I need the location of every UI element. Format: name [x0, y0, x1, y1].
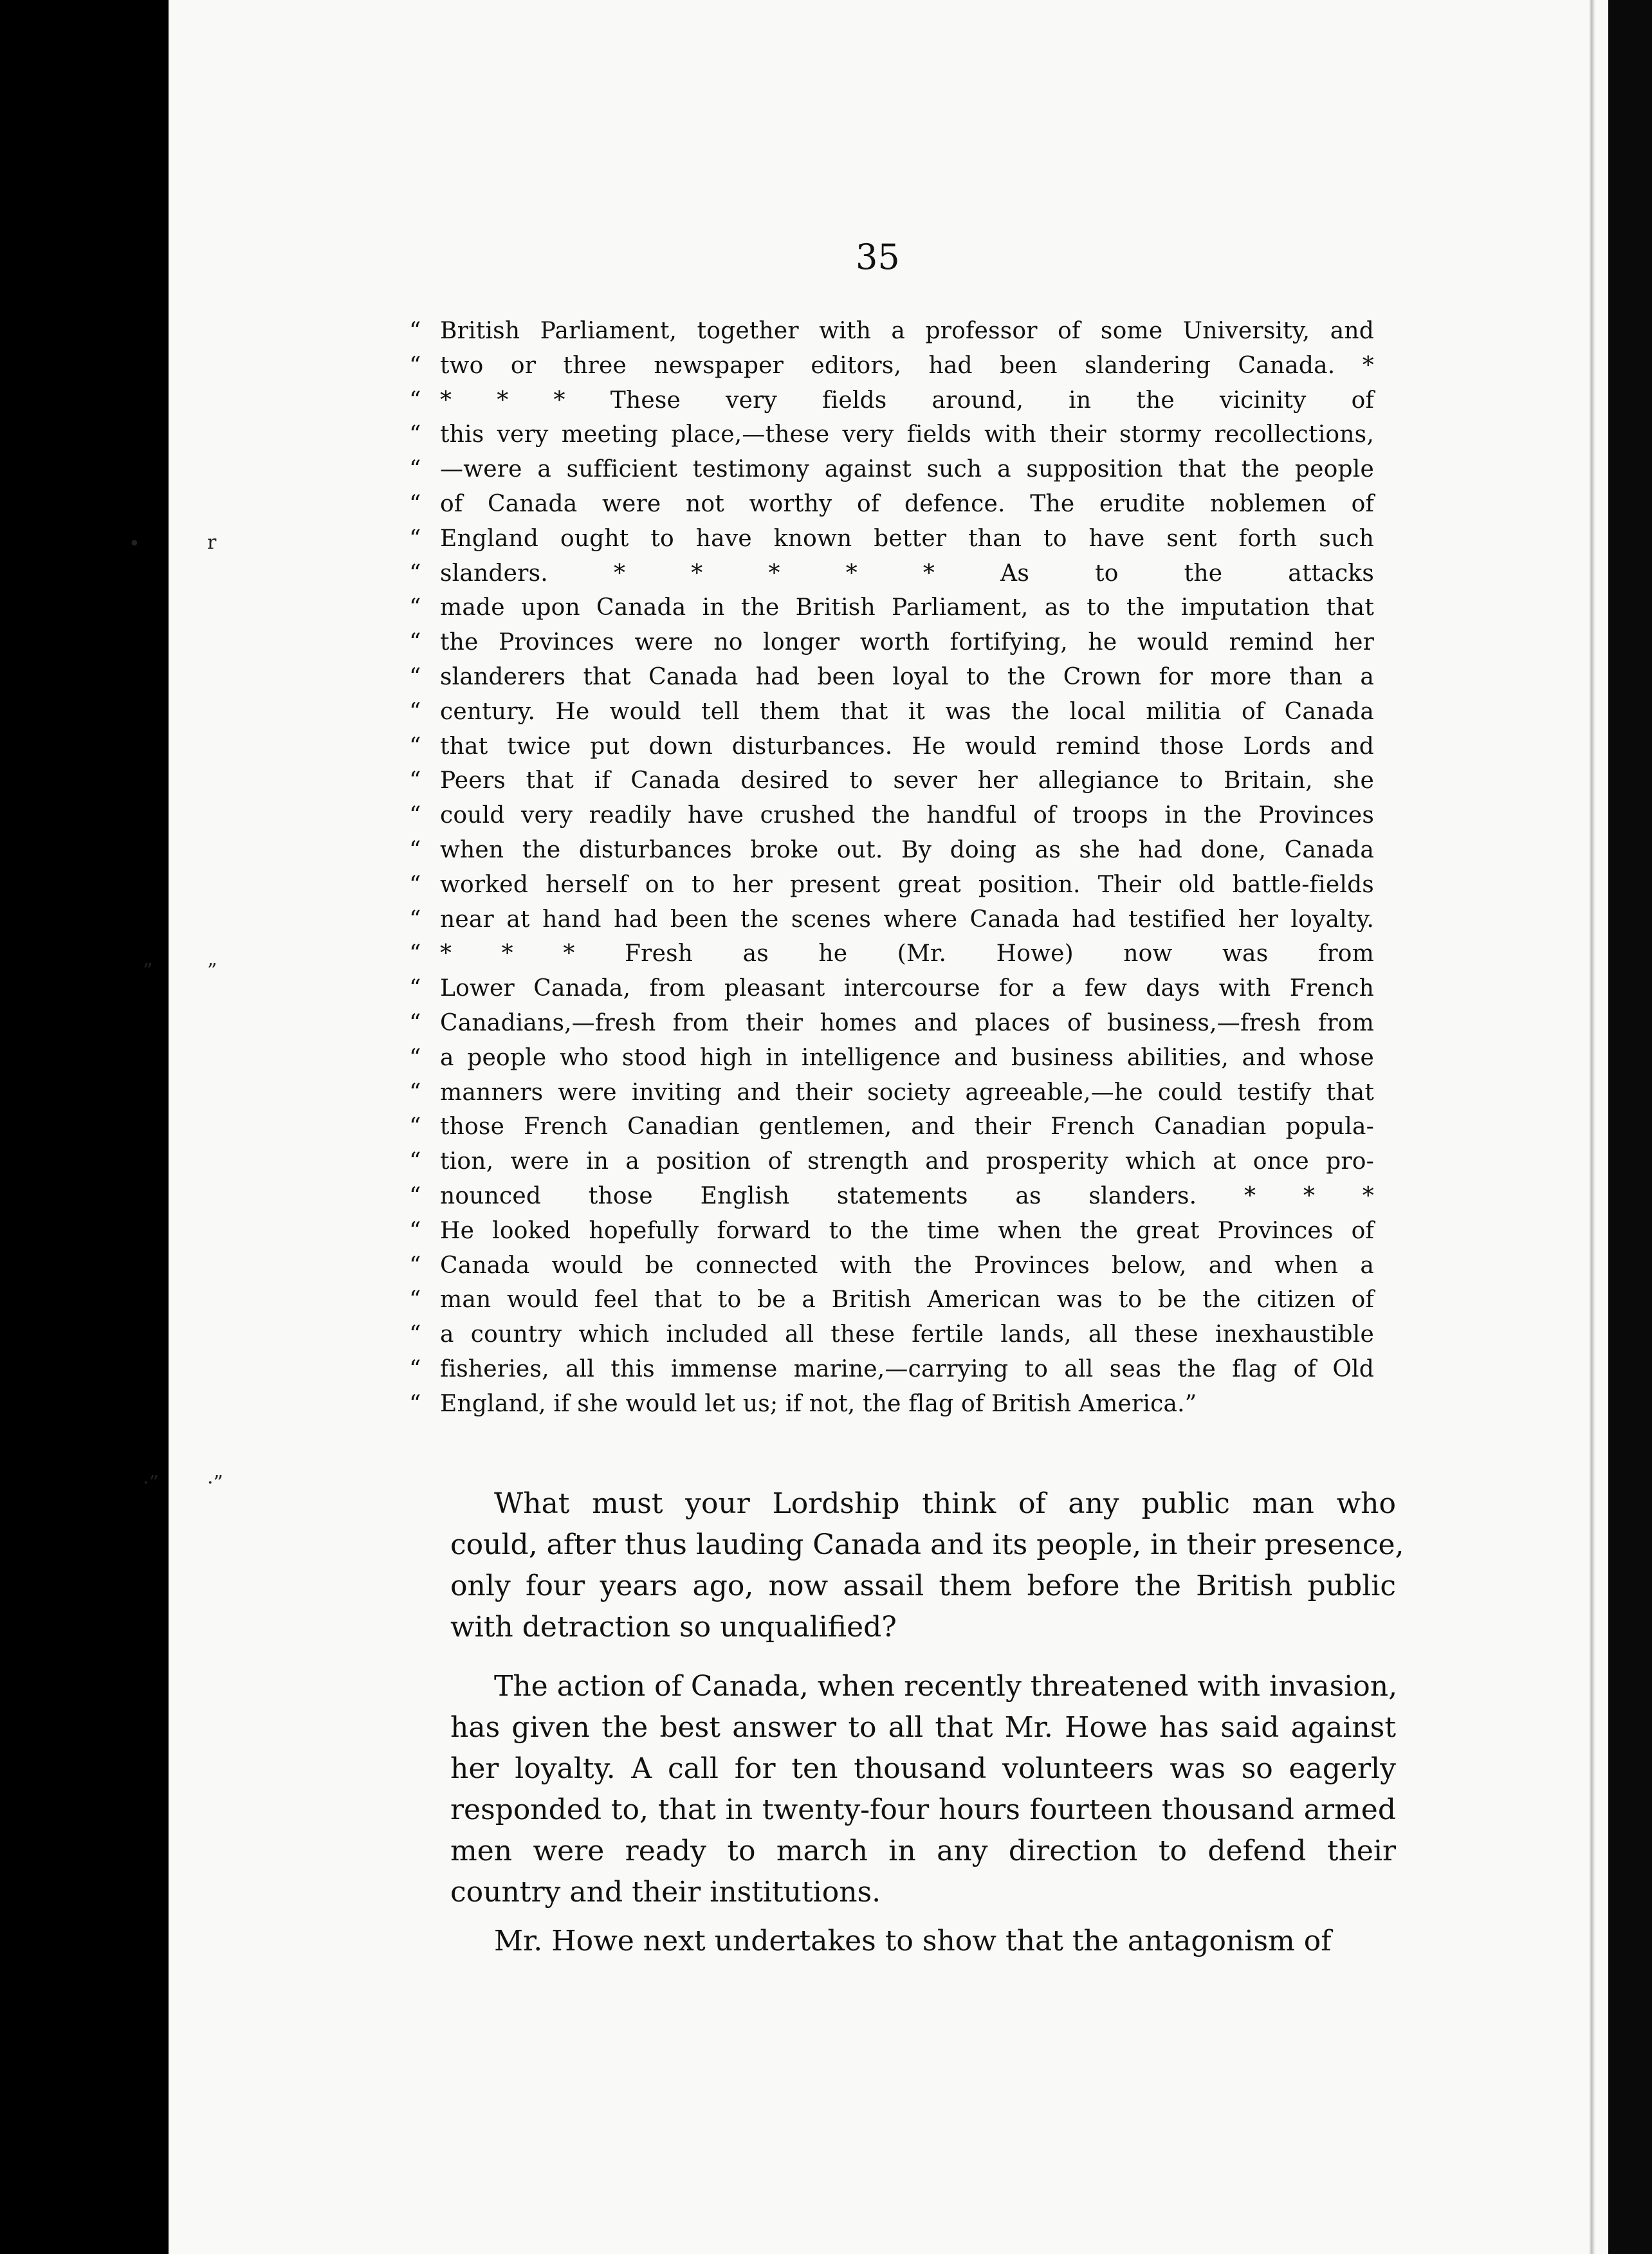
quote-line — [409, 1249, 1374, 1283]
opening-quote-mark: “ — [409, 1355, 421, 1382]
quote-line-text: nounced those English statements as slanders. * * * — [440, 1182, 1374, 1209]
quote-line — [409, 625, 1374, 660]
opening-quote-mark: “ — [409, 906, 421, 933]
paragraph-line: only four years ago, now assail them before the British public — [450, 1570, 1396, 1602]
quote-line — [409, 349, 1374, 383]
quote-line-text: those French Canadian gentlemen, and their French Canadian popula- — [440, 1113, 1374, 1141]
quote-line-text: * * * These very fields around, in the vicinity of — [440, 387, 1374, 414]
opening-quote-mark: “ — [409, 871, 421, 898]
quote-line-text: near at hand had been the scenes where Canada had testified her loyalty. — [440, 906, 1374, 933]
paragraph-line: The action of Canada, when recently threatened with invasion, — [494, 1670, 1398, 1703]
quote-line-text: century. He would tell them that it was the local militia of Canada — [440, 698, 1374, 725]
quote-line — [409, 556, 1374, 591]
quote-line — [409, 937, 1374, 971]
quote-line-text: manners were inviting and their society agreeable,—he could testify that — [440, 1079, 1374, 1106]
opening-quote-mark: “ — [409, 1044, 421, 1071]
quote-line-text: tion, were in a position of strength and prosperity which at once pro- — [440, 1148, 1374, 1175]
quote-line — [409, 868, 1374, 903]
paragraph-line: has given the best answer to all that Mr. Howe has said against — [450, 1711, 1396, 1744]
quote-line-text: a people who stood high in intelligence and business abilities, and whose — [440, 1044, 1374, 1071]
quote-line-text: —were a sufficient testimony against such a supposition that the people — [440, 456, 1374, 483]
quote-line-text: He looked hopefully forward to the time when the great Provinces of — [440, 1217, 1374, 1244]
quote-line-text: Canada would be connected with the Provinces below, and when a — [440, 1252, 1374, 1279]
quote-line-text: when the disturbances broke out. By doing as she had done, Canada — [440, 836, 1374, 863]
quote-line-text: could very readily have crushed the handful of troops in the Provinces — [440, 802, 1374, 829]
quote-line-text: England, if she would let us; if not, the flag of British America.” — [440, 1390, 1197, 1417]
quote-line — [409, 1317, 1374, 1352]
page-number: 35 — [856, 237, 900, 277]
quote-line — [409, 729, 1374, 764]
quote-line — [409, 695, 1374, 729]
quote-line-text: Canadians,—fresh from their homes and places of business,—fresh from — [440, 1009, 1374, 1036]
quote-line-text: a country which included all these fertile lands, all these inexhaustible — [440, 1321, 1374, 1348]
opening-quote-mark: “ — [409, 836, 421, 863]
quote-line-text: fisheries, all this immense marine,—carrying to all seas the flag of Old — [440, 1355, 1374, 1382]
opening-quote-mark: “ — [409, 352, 421, 379]
paragraph-line: What must your Lordship think of any public man who — [494, 1487, 1396, 1520]
quote-line-text: that twice put down disturbances. He would remind those Lords and — [440, 733, 1374, 760]
quote-line — [409, 903, 1374, 937]
paragraph-3 — [450, 1921, 1396, 1962]
quote-line — [409, 1214, 1374, 1249]
opening-quote-mark: “ — [409, 698, 421, 725]
quote-line — [409, 383, 1374, 418]
paragraph-line: Mr. Howe next undertakes to show that the antagonism of — [494, 1925, 1332, 1957]
opening-quote-mark: “ — [409, 940, 421, 967]
quoted-speech-block — [409, 314, 1374, 1422]
quote-line — [409, 1006, 1374, 1041]
opening-quote-mark: “ — [409, 975, 421, 1002]
quote-line — [409, 452, 1374, 487]
margin-mark-3: ” — [143, 960, 153, 982]
quote-line — [409, 660, 1374, 695]
quote-line — [409, 1041, 1374, 1076]
margin-mark-4: ” — [207, 960, 217, 982]
opening-quote-mark: “ — [409, 1182, 421, 1209]
opening-quote-mark: “ — [409, 1390, 421, 1417]
quote-line-text: man would feel that to be a British American was to be the citizen of — [440, 1287, 1374, 1314]
quote-line — [409, 971, 1374, 1006]
opening-quote-mark: “ — [409, 525, 421, 552]
opening-quote-mark: “ — [409, 594, 421, 621]
paragraph-line: could, after thus lauding Canada and its people, in their presence, — [450, 1528, 1404, 1561]
margin-mark-1: • — [129, 533, 140, 555]
quote-line — [409, 764, 1374, 798]
margin-mark-2: r — [207, 531, 217, 554]
quote-line — [409, 833, 1374, 868]
quote-line — [409, 314, 1374, 349]
margin-mark-6: ·” — [207, 1472, 223, 1494]
quote-line-text: two or three newspaper editors, had been slandering Canada. * — [440, 352, 1374, 379]
opening-quote-mark: “ — [409, 387, 421, 414]
opening-quote-mark: “ — [409, 767, 421, 794]
paragraph-2 — [450, 1666, 1396, 1913]
right-scan-border — [1608, 0, 1652, 2254]
paragraph-1 — [450, 1483, 1404, 1648]
quote-line — [409, 522, 1374, 556]
paragraph-line: responded to, that in twenty-four hours fourteen thousand armed — [450, 1793, 1396, 1826]
quote-line — [409, 1110, 1374, 1144]
quote-line-text: slanders. * * * * * As to the attacks — [440, 560, 1374, 587]
margin-mark-5: ·” — [143, 1472, 159, 1494]
opening-quote-mark: “ — [409, 456, 421, 483]
quote-line-text: slanderers that Canada had been loyal to the Crown for more than a — [440, 663, 1374, 690]
quote-line — [409, 1283, 1374, 1317]
quote-line-text: made upon Canada in the British Parliament, as to the imputation that — [440, 594, 1374, 621]
left-scan-border — [0, 0, 169, 2254]
quote-line-text: Lower Canada, from pleasant intercourse for a few days with French — [440, 975, 1374, 1002]
quote-line — [409, 417, 1374, 452]
quote-line — [409, 1144, 1374, 1179]
quote-line — [409, 1076, 1374, 1110]
opening-quote-mark: “ — [409, 490, 421, 517]
quote-line-text: worked herself on to her present great position. Their old battle-fields — [440, 871, 1374, 898]
quote-line-text: England ought to have known better than to have sent forth such — [440, 525, 1374, 552]
quote-line — [409, 487, 1374, 522]
quote-line-text: of Canada were not worthy of defence. The erudite noblemen of — [440, 490, 1374, 517]
page-fold-edge — [1589, 0, 1595, 2254]
quote-line-text: * * * Fresh as he (Mr. Howe) now was from — [440, 940, 1374, 967]
opening-quote-mark: “ — [409, 1321, 421, 1348]
quote-line-text: this very meeting place,—these very fields with their stormy recollections, — [440, 421, 1374, 448]
opening-quote-mark: “ — [409, 1287, 421, 1314]
quote-line — [409, 591, 1374, 625]
opening-quote-mark: “ — [409, 1113, 421, 1141]
quote-line-text: Peers that if Canada desired to sever her allegiance to Britain, she — [440, 767, 1374, 794]
opening-quote-mark: “ — [409, 1009, 421, 1036]
quote-line-text: the Provinces were no longer worth fortifying, he would remind her — [440, 629, 1374, 656]
quote-line — [409, 798, 1374, 833]
opening-quote-mark: “ — [409, 802, 421, 829]
opening-quote-mark: “ — [409, 663, 421, 690]
paragraph-line: country and their institutions. — [450, 1876, 881, 1909]
opening-quote-mark: “ — [409, 733, 421, 760]
quote-line — [409, 1179, 1374, 1214]
opening-quote-mark: “ — [409, 1217, 421, 1244]
paragraph-line: with detraction so unqualified? — [450, 1611, 897, 1644]
opening-quote-mark: “ — [409, 560, 421, 587]
paragraph-line: men were ready to march in any direction to defend their — [450, 1835, 1396, 1867]
opening-quote-mark: “ — [409, 629, 421, 656]
opening-quote-mark: “ — [409, 1148, 421, 1175]
opening-quote-mark: “ — [409, 1252, 421, 1279]
opening-quote-mark: “ — [409, 421, 421, 448]
quote-line — [409, 1387, 1374, 1422]
paragraph-line: her loyalty. A call for ten thousand volunteers was so eagerly — [450, 1752, 1396, 1785]
quote-line-text: British Parliament, together with a professor of some University, and — [440, 318, 1374, 344]
opening-quote-mark: “ — [409, 1079, 421, 1106]
opening-quote-mark: “ — [409, 318, 421, 344]
quote-line — [409, 1352, 1374, 1387]
